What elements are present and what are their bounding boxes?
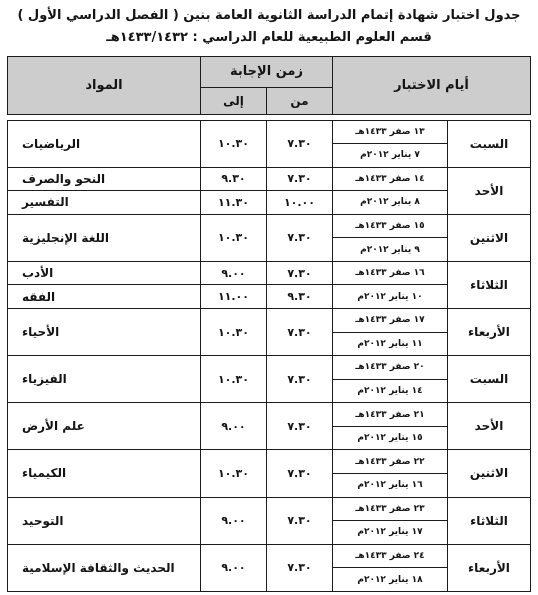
time-to: ١٠.٣٠ [200, 120, 266, 167]
exam-schedule-table [7, 56, 531, 592]
hijri-date: ٢٣ صفر ١٤٣٣هـ [332, 497, 447, 521]
table-row [8, 309, 531, 333]
hijri-date: ١٧ صفر ١٤٣٣هـ [332, 309, 447, 333]
time-from: ٧.٣٠ [266, 403, 332, 450]
time-from: ٧.٣٠ [266, 167, 332, 191]
time-from: ٧.٣٠ [266, 214, 332, 261]
day-cell: الأحد [448, 167, 531, 214]
time-to: ٩.٠٠ [200, 544, 266, 591]
gregorian-date: ٨ يناير ٢٠١٢م [332, 191, 447, 215]
header-to: إلى [200, 87, 266, 115]
day-cell: السبت [448, 356, 531, 403]
time-to: ١٠.٣٠ [200, 450, 266, 497]
time-from: ٧.٣٠ [266, 261, 332, 285]
day-cell: الاثنين [448, 214, 531, 261]
gregorian-date: ٩ يناير ٢٠١٢م [332, 238, 447, 262]
day-cell: الثلاثاء [448, 497, 531, 544]
document-title: جدول اختبار شهادة إتمام الدراسة الثانوية العامة بنين ( الفصل الدراسي الأول ) [17, 8, 521, 23]
hijri-date: ٢٢ صفر ١٤٣٣هـ [332, 450, 447, 474]
header-row [8, 57, 531, 88]
subject-cell: الكيمياء [8, 450, 201, 497]
day-cell: الثلاثاء [448, 261, 531, 308]
hijri-date: ١٤ صفر ١٤٣٣هـ [332, 167, 447, 191]
header-subjects: المواد [8, 57, 201, 115]
gregorian-date: ٧ يناير ٢٠١٢م [332, 144, 447, 168]
subject-cell: اللغة الإنجليزية [8, 214, 201, 261]
table-row [8, 214, 531, 238]
day-cell: الأحد [448, 403, 531, 450]
day-cell: السبت [448, 120, 531, 167]
day-cell: الأربعاء [448, 309, 531, 356]
header-time: زمن الإجابة [200, 57, 332, 88]
time-to: ٩.٠٠ [200, 261, 266, 285]
time-to: ٩.٠٠ [200, 403, 266, 450]
gregorian-date: ١١ يناير ٢٠١٢م [332, 332, 447, 356]
time-from: ٧.٣٠ [266, 450, 332, 497]
hijri-date: ١٣ صفر ١٤٣٣هـ [332, 120, 447, 144]
hijri-date: ١٥ صفر ١٤٣٣هـ [332, 214, 447, 238]
time-to: ١٠.٣٠ [200, 214, 266, 261]
time-from: ٧.٣٠ [266, 309, 332, 356]
subject-cell: الفيزياء [8, 356, 201, 403]
table-row [8, 450, 531, 474]
hijri-date: ٢٤ صفر ١٤٣٣هـ [332, 544, 447, 568]
gregorian-date: ١٧ يناير ٢٠١٢م [332, 521, 447, 545]
subject-cell: علم الأرض [8, 403, 201, 450]
time-to: ١٠.٣٠ [200, 356, 266, 403]
subject-cell: الأحياء [8, 309, 201, 356]
document-subtitle: قسم العلوم الطبيعية للعام الدراسي : ١٤٣٣/١٤٣٢هـ [106, 30, 432, 45]
gregorian-date: ١٤ يناير ٢٠١٢م [332, 379, 447, 403]
time-from: ١٠.٠٠ [266, 191, 332, 215]
time-to: ٩.٣٠ [200, 167, 266, 191]
header-days: أيام الاختبار [332, 57, 530, 115]
time-to: ١١.٠٠ [200, 285, 266, 309]
time-from: ٧.٣٠ [266, 497, 332, 544]
hijri-date: ٢٠ صفر ١٤٣٣هـ [332, 356, 447, 380]
time-to: ١٠.٣٠ [200, 309, 266, 356]
subject-cell: النحو والصرف [8, 167, 201, 191]
day-cell: الاثنين [448, 450, 531, 497]
subject-cell: الأدب [8, 261, 201, 285]
time-from: ٧.٣٠ [266, 356, 332, 403]
subject-cell: التفسير [8, 191, 201, 215]
table-row [8, 167, 531, 191]
time-to: ٩.٠٠ [200, 497, 266, 544]
time-to: ١١.٣٠ [200, 191, 266, 215]
header-from: من [266, 87, 332, 115]
subject-cell: الرياضيات [8, 120, 201, 167]
hijri-date: ١٦ صفر ١٤٣٣هـ [332, 261, 447, 285]
table-row [8, 356, 531, 380]
hijri-date: ٢١ صفر ١٤٣٣هـ [332, 403, 447, 427]
gregorian-date: ١٨ يناير ٢٠١٢م [332, 568, 447, 592]
day-cell: الأربعاء [448, 544, 531, 591]
time-from: ٧.٣٠ [266, 120, 332, 167]
gregorian-date: ١٦ يناير ٢٠١٢م [332, 473, 447, 497]
table-row [8, 497, 531, 521]
time-from: ٩.٣٠ [266, 285, 332, 309]
table-row [8, 120, 531, 144]
table-row [8, 403, 531, 427]
table-row [8, 544, 531, 568]
time-from: ٧.٣٠ [266, 544, 332, 591]
table-row [8, 261, 531, 285]
subject-cell: الفقه [8, 285, 201, 309]
gregorian-date: ١٥ يناير ٢٠١٢م [332, 426, 447, 450]
subject-cell: الحديث والثقافة الإسلامية [8, 544, 201, 591]
subject-cell: التوحيد [8, 497, 201, 544]
gregorian-date: ١٠ يناير ٢٠١٢م [332, 285, 447, 309]
